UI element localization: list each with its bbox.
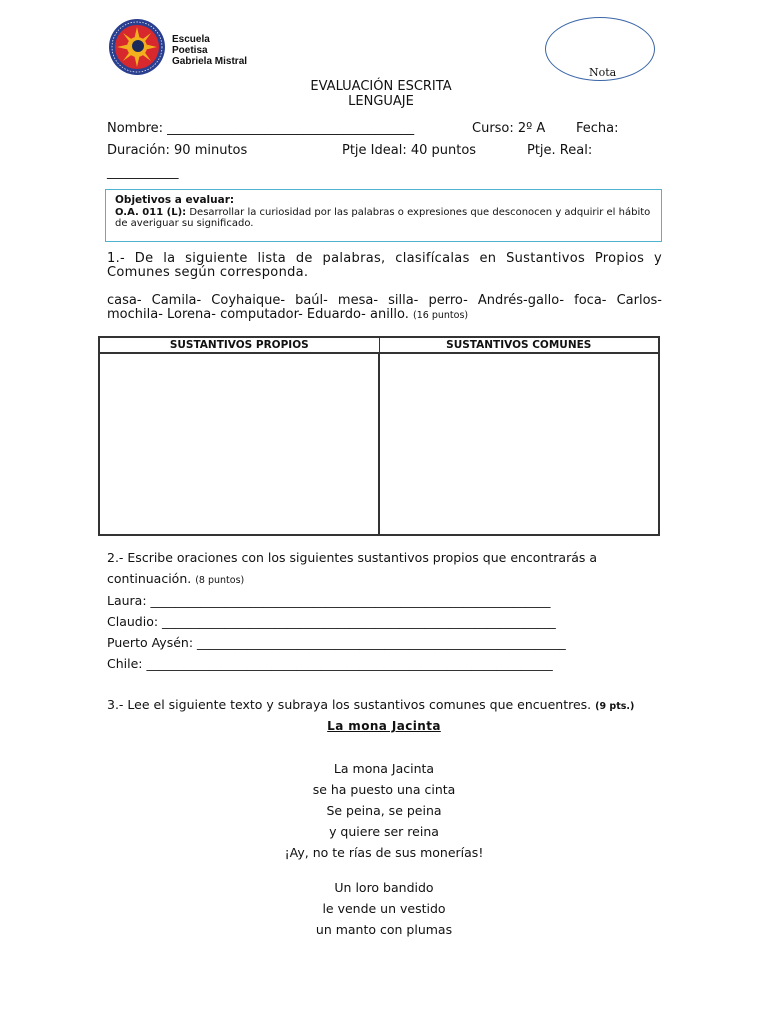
question-1-instruction: 1.- De la siguiente lista de palabras, clasifícalas en Sustantivos Propios y Comunes según corresponda.	[107, 251, 662, 280]
poem-line[interactable]: le vende un vestido	[322, 901, 446, 916]
sentence-line-claudio[interactable]: Claudio: _______________________________________________________________	[107, 614, 556, 629]
poem-line[interactable]: Un loro bandido	[334, 880, 434, 895]
sentence-line-puerto-aysen[interactable]: Puerto Aysén: ___________________________________________________________	[107, 635, 566, 650]
exam-title: EVALUACIÓN ESCRITA	[310, 79, 452, 94]
duration-text: Duración: 90 minutos	[107, 143, 248, 158]
school-name-line: Poetisa	[172, 45, 208, 56]
common-nouns-header: SUSTANTIVOS COMUNES	[379, 337, 659, 353]
question-2-continuation: continuación.	[107, 571, 192, 586]
poem-line[interactable]: y quiere ser reina	[329, 824, 439, 839]
question-3-instruction	[107, 697, 634, 712]
poem-line[interactable]: se ha puesto una cinta	[312, 782, 456, 797]
proper-nouns-header: SUSTANTIVOS PROPIOS	[99, 337, 379, 353]
objective-description: Desarrollar la curiosidad por las palabras o expresiones que desconocen y adquirir el hábito de averiguar su significado.	[115, 206, 651, 229]
objectives-heading: Objetivos a evaluar:	[115, 194, 235, 206]
question-1-word-list	[107, 294, 662, 323]
real-score-field[interactable]: ___________	[107, 165, 179, 180]
sentence-line-chile[interactable]: Chile: _________________________________________________________________	[107, 656, 553, 671]
poem-title: La mona Jacinta	[327, 719, 441, 733]
question-3-text: 3.- Lee el siguiente texto y subraya los sustantivos comunes que encuentres.	[107, 697, 592, 712]
school-logo-icon	[108, 18, 166, 76]
school-name	[172, 34, 247, 67]
school-name-line: Gabriela Mistral	[172, 56, 248, 67]
grade-label: Nota	[589, 66, 617, 79]
question-1-points: (16 puntos)	[413, 310, 469, 321]
real-score-label: Ptje. Real:	[527, 143, 593, 158]
common-nouns-cell[interactable]	[379, 353, 659, 535]
sentence-line-laura[interactable]: Laura: ________________________________________________________________	[107, 593, 551, 608]
poem-line[interactable]: Se peina, se peina	[326, 803, 442, 818]
name-field[interactable]: Nombre: ______________________________________	[107, 121, 415, 136]
question-2-instruction-cont	[107, 571, 244, 586]
classification-table	[98, 336, 660, 536]
question-2-instruction: 2.- Escribe oraciones con los siguientes sustantivos propios que encontrarás a	[107, 550, 598, 565]
objectives-text	[115, 207, 652, 230]
word-list: casa- Camila- Coyhaique- baúl- mesa- silla- perro- Andrés-gallo- foca- Carlos- mochila- Lorena- computador- Eduardo- anillo.	[107, 293, 662, 322]
question-2-points: (8 puntos)	[195, 575, 245, 586]
exam-subject: LENGUAJE	[348, 94, 414, 109]
ideal-score-text: Ptje Ideal: 40 puntos	[342, 143, 477, 158]
course-field: Curso: 2º A	[472, 121, 546, 136]
proper-nouns-cell[interactable]	[99, 353, 379, 535]
date-field[interactable]: Fecha:	[576, 121, 619, 136]
poem-line[interactable]: ¡Ay, no te rías de sus monerías!	[284, 845, 484, 860]
poem-line[interactable]: La mona Jacinta	[333, 761, 435, 776]
question-3-points: (9 pts.)	[595, 701, 635, 712]
poem-line[interactable]: un manto con plumas	[315, 922, 453, 937]
objectives-box	[105, 189, 662, 242]
objective-code: O.A. 011 (L):	[115, 206, 187, 218]
school-name-line: Escuela	[172, 34, 210, 45]
